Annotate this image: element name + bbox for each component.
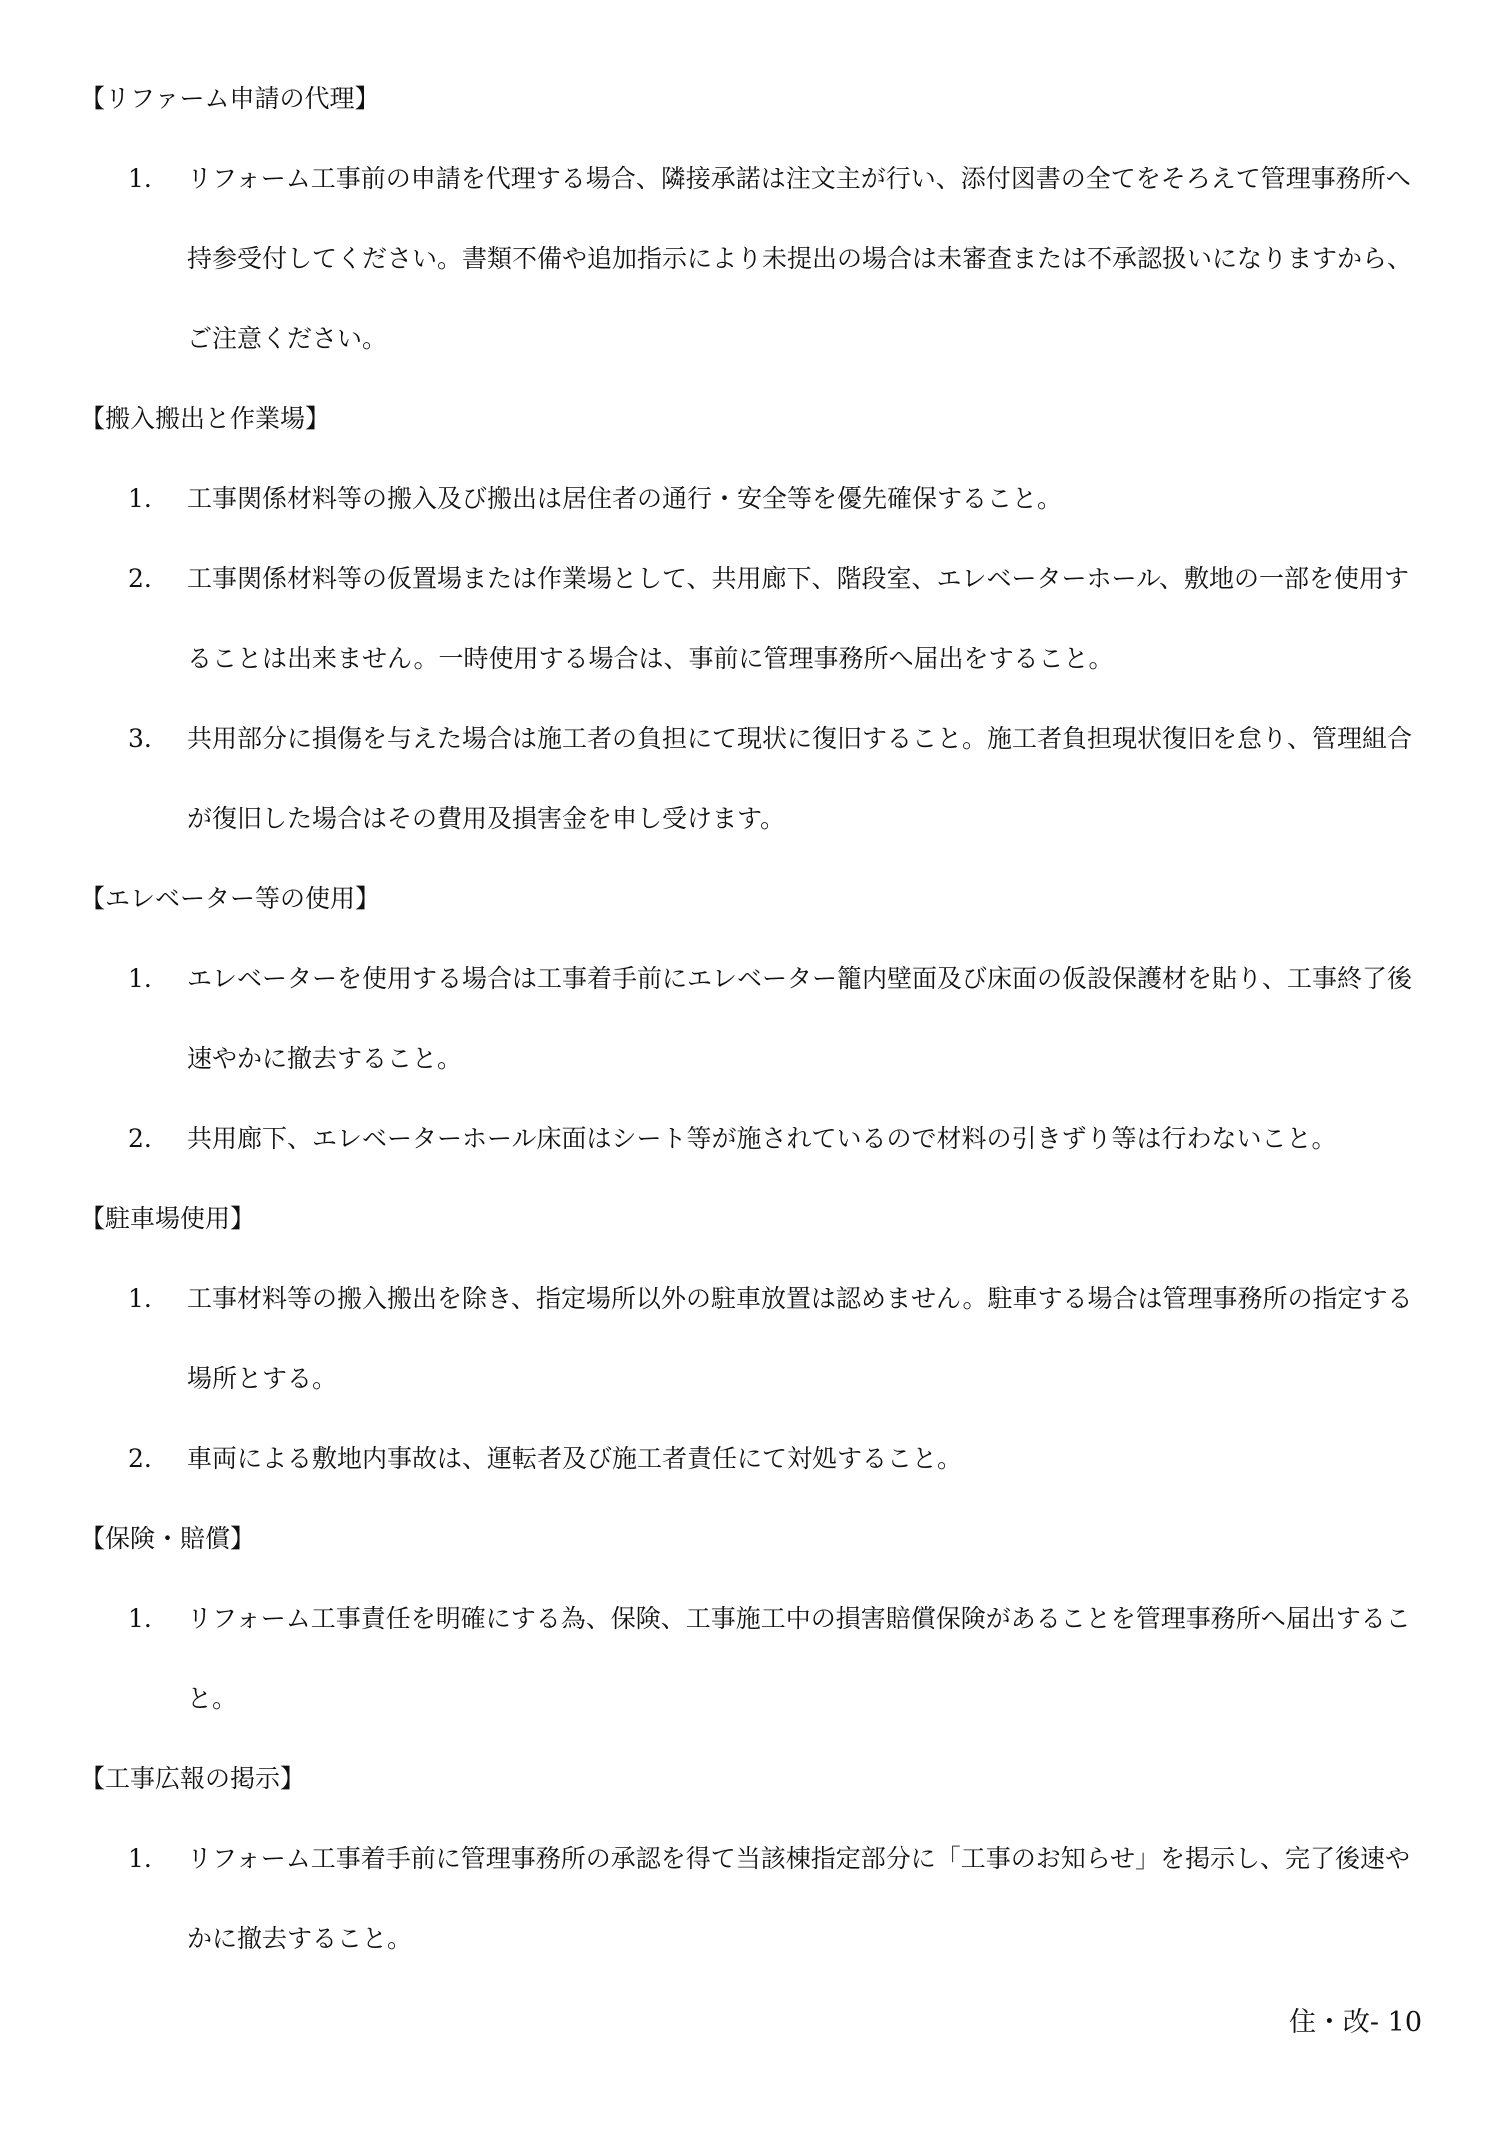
- page-number: 住・改- 10: [1288, 2007, 1422, 2038]
- list-item-number: 1.: [128, 1604, 152, 1633]
- section-item-list: [80, 139, 1420, 379]
- section-heading: 【保険・賠償】: [80, 1524, 256, 1553]
- section: [80, 1518, 1420, 1739]
- section-heading: 【工事広報の掲示】: [80, 1764, 306, 1793]
- list-item-number: 2.: [128, 564, 152, 593]
- section: [80, 878, 1420, 1179]
- list-item-text: リフォーム工事責任を明確にする為、保険、工事施工中の損害賠償保険があることを管理事務所へ届出すること。: [187, 1604, 1411, 1713]
- section: [80, 78, 1420, 379]
- section-heading: 【駐車場使用】: [80, 1204, 256, 1233]
- section: [80, 398, 1420, 859]
- list-item-number: 2.: [128, 1444, 152, 1473]
- list-item-text: 工事関係材料等の搬入及び搬出は居住者の通行・安全等を優先確保すること。: [187, 484, 1063, 513]
- section-item-list: [80, 1579, 1420, 1739]
- list-item-text: 工事材料等の搬入搬出を除き、指定場所以外の駐車放置は認めません。駐車する場合は管理事務所の指定する場所とする。: [187, 1284, 1413, 1393]
- section-item-list: [80, 939, 1420, 1179]
- list-item-text: 車両による敷地内事故は、運転者及び施工者責任にて対処すること。: [187, 1444, 963, 1473]
- list-item: [80, 1579, 1420, 1739]
- list-item-number: 1.: [128, 1844, 152, 1873]
- list-item-number: 1.: [128, 964, 152, 993]
- list-item-text: 共用部分に損傷を与えた場合は施工者の負担にて現状に復旧すること。施工者負担現状復旧を怠り、管理組合が復旧した場合はその費用及損害金を申し受けます。: [187, 724, 1413, 833]
- section-item-list: [80, 459, 1420, 859]
- list-item-number: 1.: [128, 164, 152, 193]
- list-item-number: 2.: [128, 1124, 152, 1153]
- section-heading: 【エレベーター等の使用】: [80, 884, 381, 913]
- list-item-text: 工事関係材料等の仮置場または作業場として、共用廊下、階段室、エレベーターホール、敷地の一部を使用することは出来ません。一時使用する場合は、事前に管理事務所へ届出をすること。: [187, 564, 1410, 673]
- list-item: [80, 1099, 1420, 1179]
- section-item-list: [80, 1819, 1420, 1979]
- list-item: [80, 1419, 1420, 1499]
- list-item-number: 3.: [128, 724, 152, 753]
- list-item: [80, 1819, 1420, 1979]
- list-item-text: リフォーム工事着手前に管理事務所の承認を得て当該棟指定部分に「工事のお知らせ」を掲示し、完了後速やかに撤去すること。: [187, 1844, 1411, 1953]
- list-item: [80, 1259, 1420, 1419]
- section-heading: 【リファーム申請の代理】: [80, 84, 380, 113]
- list-item: [80, 539, 1420, 699]
- section: [80, 1758, 1420, 1979]
- list-item: [80, 699, 1420, 859]
- list-item-text: エレベーターを使用する場合は工事着手前にエレベーター籠内壁面及び床面の仮設保護材を貼り、工事終了後速やかに撤去すること。: [187, 964, 1413, 1073]
- list-item-number: 1.: [128, 1284, 152, 1313]
- section: [80, 1198, 1420, 1499]
- list-item-text: リフォーム工事前の申請を代理する場合、隣接承諾は注文主が行い、添付図書の全てをそろえて管理事務所へ持参受付してください。書類不備や追加指示により未提出の場合は未審査または不承認扱いになりますから、ご注意ください。: [187, 164, 1413, 353]
- list-item: [80, 939, 1420, 1099]
- list-item: [80, 139, 1420, 379]
- list-item-text: 共用廊下、エレベーターホール床面はシート等が施されているので材料の引きずり等は行わないこと。: [187, 1124, 1337, 1153]
- list-item: [80, 459, 1420, 539]
- section-item-list: [80, 1259, 1420, 1499]
- document-body: [80, 78, 1420, 1998]
- section-heading: 【搬入搬出と作業場】: [80, 404, 331, 433]
- list-item-number: 1.: [128, 484, 152, 513]
